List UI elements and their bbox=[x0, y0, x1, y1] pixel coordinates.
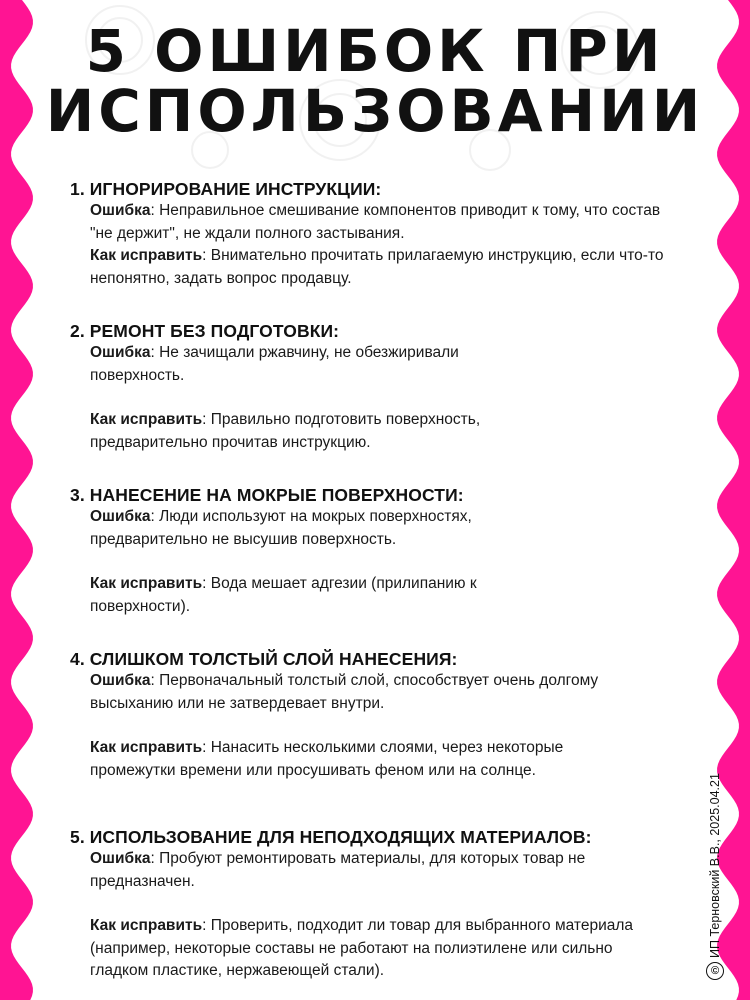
error-text: : Не зачищали ржавчину, не обезжиривали поверхность. bbox=[90, 344, 459, 384]
error-paragraph bbox=[90, 200, 680, 245]
fix-label: Как исправить bbox=[90, 411, 203, 428]
fix-text: : Нанасить несколькими слоями, через некоторые промежутки времени или просушивать феном или на солнце. bbox=[90, 739, 564, 779]
fix-paragraph bbox=[90, 245, 680, 290]
fix-label: Как исправить bbox=[90, 575, 203, 592]
title-line-2: ИСПОЛЬЗОВАНИИ bbox=[45, 77, 705, 145]
error-label: Ошибка bbox=[90, 850, 151, 867]
error-paragraph bbox=[90, 506, 540, 551]
fix-text: : Внимательно прочитать прилагаемую инструкцию, если что-то непонятно, задать вопрос продавцу. bbox=[90, 247, 664, 287]
mistakes-list bbox=[70, 178, 680, 983]
section-heading: 4. СЛИШКОМ ТОЛСТЫЙ СЛОЙ НАНЕСЕНИЯ: bbox=[70, 649, 458, 669]
left-wave-border bbox=[0, 0, 33, 1000]
section-heading: 2. РЕМОНТ БЕЗ ПОДГОТОВКИ: bbox=[70, 321, 340, 341]
fix-paragraph bbox=[90, 409, 550, 454]
error-paragraph bbox=[90, 848, 650, 893]
copyright-icon: © bbox=[706, 962, 724, 980]
error-text: : Неправильное смешивание компонентов приводит к тому, что состав "не держит", не ждали полного застывания. bbox=[90, 202, 661, 242]
fix-text: : Проверить, подходит ли товар для выбранного материала (например, некоторые составы не работают на полиэтилене или сильно гладком пластике, нержавеющей стали). bbox=[90, 917, 634, 979]
error-label: Ошибка bbox=[90, 672, 151, 689]
copyright-notice bbox=[706, 773, 724, 980]
error-paragraph bbox=[90, 342, 510, 387]
fix-paragraph bbox=[90, 573, 540, 618]
title-line-1: 5 ОШИБОК ПРИ bbox=[85, 17, 665, 85]
fix-text: : Правильно подготовить поверхность, предварительно прочитав инструкцию. bbox=[90, 411, 481, 451]
section-heading: 1. ИГНОРИРОВАНИЕ ИНСТРУКЦИИ: bbox=[70, 179, 382, 199]
section-2 bbox=[70, 320, 680, 454]
fix-paragraph bbox=[90, 737, 630, 782]
error-paragraph bbox=[90, 670, 600, 715]
section-4 bbox=[70, 648, 680, 782]
section-3 bbox=[70, 484, 680, 618]
error-text: : Люди используют на мокрых поверхностях, предварительно не высушив поверхность. bbox=[90, 508, 472, 548]
copyright-text: ИП Терновский В.В., 2025.04.21 bbox=[708, 773, 722, 958]
section-heading: 3. НАНЕСЕНИЕ НА МОКРЫЕ ПОВЕРХНОСТИ: bbox=[70, 485, 464, 505]
section-1 bbox=[70, 178, 680, 290]
section-5 bbox=[70, 826, 680, 983]
section-heading: 5. ИСПОЛЬЗОВАНИЕ ДЛЯ НЕПОДХОДЯЩИХ МАТЕРИАЛОВ: bbox=[70, 827, 592, 847]
error-label: Ошибка bbox=[90, 202, 151, 219]
error-label: Ошибка bbox=[90, 508, 151, 525]
error-text: : Пробуют ремонтировать материалы, для которых товар не предназначен. bbox=[90, 850, 586, 890]
error-label: Ошибка bbox=[90, 344, 151, 361]
fix-label: Как исправить bbox=[90, 917, 203, 934]
fix-text: : Вода мешает адгезии (прилипанию к поверхности). bbox=[90, 575, 477, 615]
fix-label: Как исправить bbox=[90, 247, 203, 264]
fix-paragraph bbox=[90, 915, 650, 983]
fix-label: Как исправить bbox=[90, 739, 203, 756]
error-text: : Первоначальный толстый слой, способствует очень долгому высыханию или не затвердевает внутри. bbox=[90, 672, 599, 712]
